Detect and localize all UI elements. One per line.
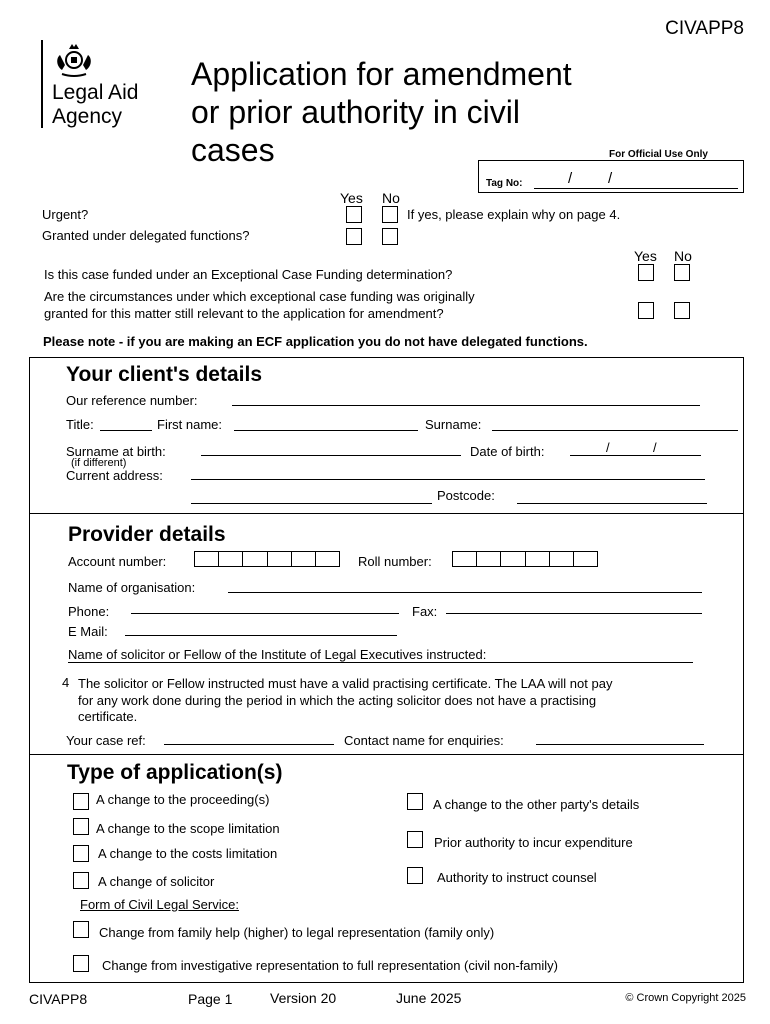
other-party-checkbox[interactable]	[407, 793, 423, 810]
prior-authority-checkbox[interactable]	[407, 831, 423, 848]
first-name-field[interactable]	[234, 430, 418, 431]
practising-note-line1: The solicitor or Fellow instructed must have a valid practising certificate. The LAA will not pay	[78, 676, 613, 691]
solicitor-change-label: A change of solicitor	[98, 874, 215, 889]
organisation-label: Name of organisation:	[68, 580, 196, 595]
case-ref-field[interactable]	[164, 744, 334, 745]
roll-label: Roll number:	[358, 554, 432, 569]
phone-label: Phone:	[68, 604, 110, 619]
contact-label: Contact name for enquiries:	[344, 733, 504, 748]
if-different-label: (if different)	[71, 457, 127, 469]
proceedings-checkbox[interactable]	[73, 793, 89, 810]
organisation-field[interactable]	[228, 592, 702, 593]
email-field[interactable]	[125, 635, 397, 636]
address-field-line2[interactable]	[191, 503, 432, 504]
official-use-label: For Official Use Only	[609, 149, 708, 160]
delegated-yes-checkbox[interactable]	[346, 228, 362, 245]
family-help-checkbox[interactable]	[73, 921, 89, 938]
practising-note-line3: certificate.	[78, 709, 138, 724]
footer-date: June 2025	[396, 990, 462, 1006]
logo-text-line1: Legal Aid	[52, 81, 139, 104]
tag-no-label: Tag No:	[486, 178, 523, 189]
title-field[interactable]	[100, 430, 152, 431]
title-line1: Application for amendment	[191, 56, 572, 92]
family-help-label: Change from family help (higher) to legal representation (family only)	[99, 925, 495, 940]
ecf-question: Is this case funded under an Exceptional Case Funding determination?	[44, 267, 453, 282]
title-line2: or prior authority in civil	[191, 94, 520, 130]
surname-label: Surname:	[425, 417, 482, 432]
prior-authority-label: Prior authority to incur expenditure	[434, 835, 633, 850]
application-section	[29, 754, 744, 983]
account-label: Account number:	[68, 554, 167, 569]
urgent-label: Urgent?	[42, 207, 89, 222]
no-header-1: No	[382, 190, 400, 206]
footer-page: Page 1	[188, 991, 233, 1007]
counsel-checkbox[interactable]	[407, 867, 423, 884]
client-heading: Your client's details	[66, 363, 262, 386]
reference-field[interactable]	[232, 405, 700, 406]
first-name-label: First name:	[157, 417, 223, 432]
other-party-label: A change to the other party's details	[433, 797, 640, 812]
title-line3: cases	[191, 132, 275, 168]
ecf-circumstances-line2: granted for this matter still relevant to the application for amendment?	[44, 306, 444, 321]
fax-label: Fax:	[412, 604, 438, 619]
address-field-line1[interactable]	[191, 479, 705, 480]
surname-at-birth-label: Surname at birth:	[66, 444, 166, 459]
title-label: Title:	[66, 417, 94, 432]
form-of-service-label: Form of Civil Legal Service:	[80, 897, 239, 912]
ecf-no-checkbox[interactable]	[674, 264, 690, 281]
yes-header-1: Yes	[340, 190, 363, 206]
logo-rule	[41, 40, 43, 128]
address-label: Current address:	[66, 468, 163, 483]
costs-label: A change to the costs limitation	[98, 846, 278, 861]
case-ref-label: Your case ref:	[66, 733, 146, 748]
application-heading: Type of application(s)	[67, 761, 283, 784]
postcode-field[interactable]	[517, 503, 707, 504]
investigative-checkbox[interactable]	[73, 955, 89, 972]
tag-sep-1: /	[568, 170, 573, 187]
royal-coat-of-arms-icon	[50, 40, 98, 80]
urgent-no-checkbox[interactable]	[382, 206, 398, 223]
note-marker: 4	[62, 675, 70, 690]
roll-number-field[interactable]	[452, 551, 598, 567]
surname-field[interactable]	[492, 430, 738, 431]
reference-label: Our reference number:	[66, 393, 198, 408]
ecf-circumstances-line1: Are the circumstances under which exceptional case funding was originally	[44, 289, 475, 304]
urgent-yes-checkbox[interactable]	[346, 206, 362, 223]
dob-field[interactable]	[570, 455, 701, 456]
ecf-yes-checkbox[interactable]	[638, 264, 654, 281]
form-code: CIVAPP8	[665, 18, 744, 39]
solicitor-field[interactable]	[68, 662, 693, 663]
urgent-note: If yes, please explain why on page 4.	[407, 207, 621, 222]
scope-checkbox[interactable]	[73, 818, 89, 835]
account-number-field[interactable]	[194, 551, 340, 567]
contact-field[interactable]	[536, 744, 704, 745]
delegated-label: Granted under delegated functions?	[42, 228, 250, 243]
footer-version: Version 20	[270, 990, 337, 1006]
counsel-label: Authority to instruct counsel	[437, 870, 597, 885]
tag-no-field[interactable]	[534, 188, 738, 189]
footer-code: CIVAPP8	[29, 991, 88, 1007]
ecf-circumstances-no-checkbox[interactable]	[674, 302, 690, 319]
logo-text-line2: Agency	[52, 105, 123, 128]
provider-heading: Provider details	[68, 523, 226, 546]
surname-at-birth-field[interactable]	[201, 455, 461, 456]
tag-sep-2: /	[608, 170, 613, 187]
dob-sep-2: /	[653, 440, 657, 455]
email-label: E Mail:	[68, 624, 108, 639]
scope-label: A change to the scope limitation	[96, 821, 280, 836]
delegated-no-checkbox[interactable]	[382, 228, 398, 245]
footer-copyright: © Crown Copyright 2025	[625, 992, 746, 1004]
dob-label: Date of birth:	[470, 444, 545, 459]
ecf-note: Please note - if you are making an ECF application you do not have delegated functions.	[43, 334, 588, 349]
practising-note-line2: for any work done during the period in which the acting solicitor does not have a practising	[78, 693, 597, 708]
postcode-label: Postcode:	[437, 488, 495, 503]
costs-checkbox[interactable]	[73, 845, 89, 862]
dob-sep-1: /	[606, 440, 610, 455]
page-title	[191, 55, 572, 169]
solicitor-label: Name of solicitor or Fellow of the Institute of Legal Executives instructed:	[68, 647, 487, 662]
ecf-circumstances-yes-checkbox[interactable]	[638, 302, 654, 319]
solicitor-change-checkbox[interactable]	[73, 872, 89, 889]
fax-field[interactable]	[446, 613, 702, 614]
phone-field[interactable]	[131, 613, 399, 614]
proceedings-label: A change to the proceeding(s)	[96, 792, 270, 807]
yes-header-2: Yes	[634, 248, 657, 264]
no-header-2: No	[674, 248, 692, 264]
investigative-label: Change from investigative representation to full representation (civil non-family)	[102, 958, 558, 973]
